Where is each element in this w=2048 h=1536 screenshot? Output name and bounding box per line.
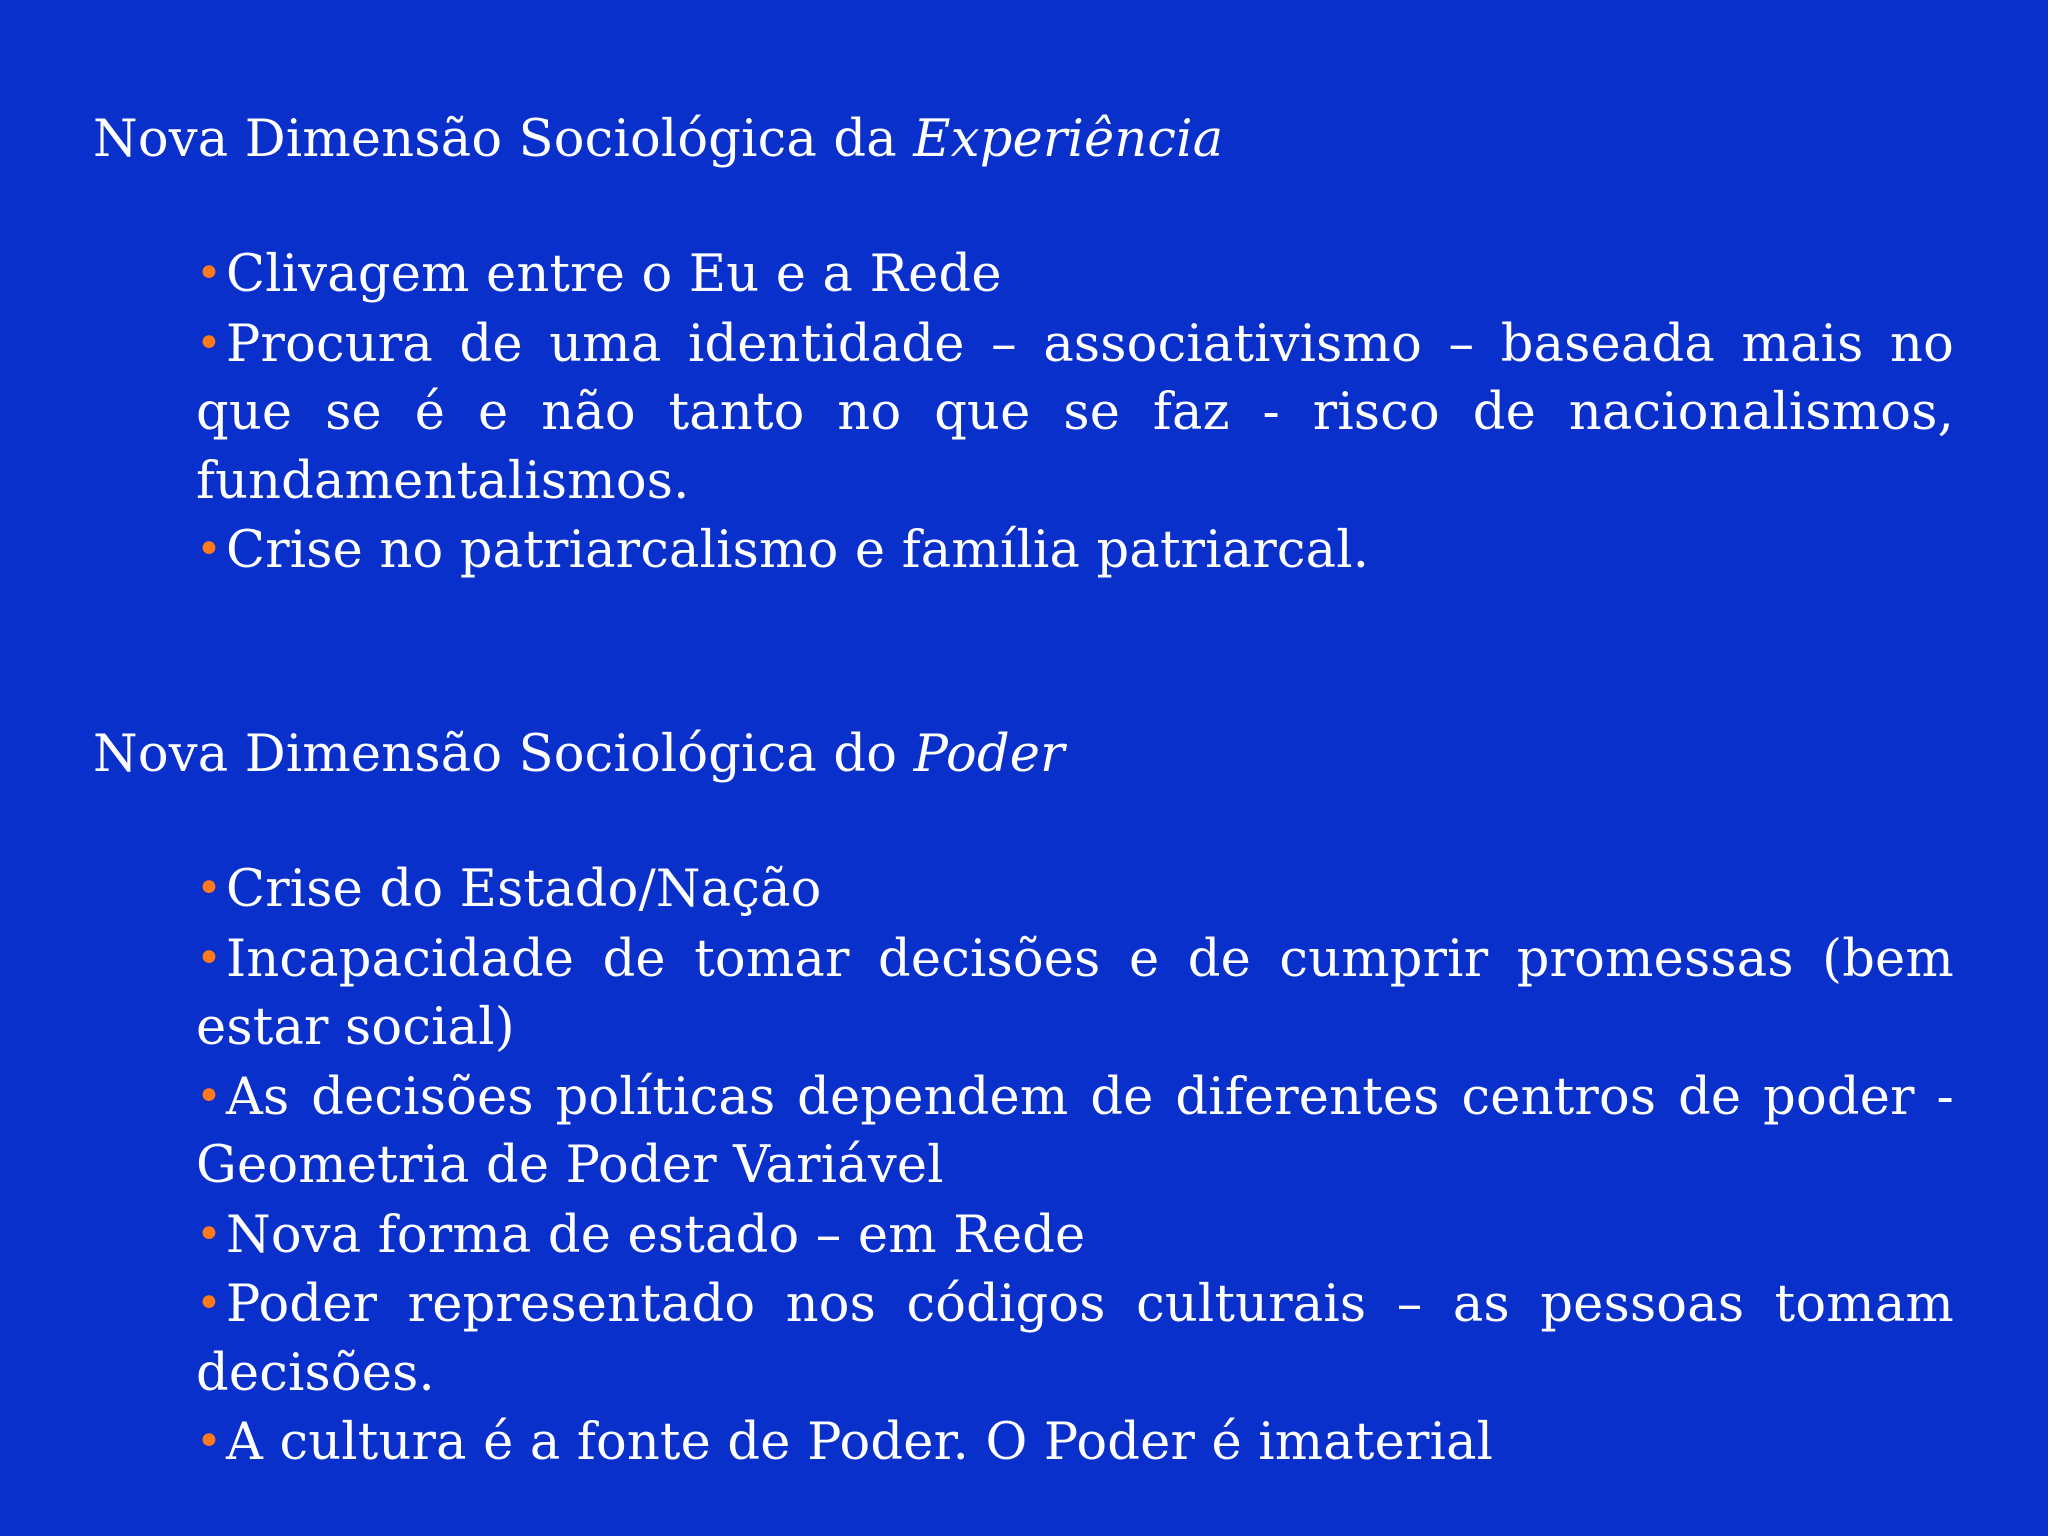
bullet-dot-icon: • <box>196 1070 223 1122</box>
heading-prefix: Nova Dimensão Sociológica do <box>93 725 898 784</box>
bullet-item <box>196 925 1954 1063</box>
bullet-item <box>196 1408 1954 1478</box>
bullet-text: Nova forma de estado – em Rede <box>226 1205 1086 1265</box>
bullet-dot-icon: • <box>196 317 223 369</box>
bullet-item <box>196 1063 1954 1201</box>
bullet-dot-icon: • <box>196 932 223 984</box>
bullet-item <box>196 516 1954 586</box>
bullet-item <box>196 240 1954 310</box>
bullet-dot-icon: • <box>196 863 223 914</box>
bullet-dot-icon: • <box>196 1208 223 1260</box>
bullet-item <box>196 1270 1954 1408</box>
section-heading-power <box>93 720 1065 790</box>
bullet-dot-icon: • <box>196 524 223 575</box>
section-heading-experience <box>93 105 1223 175</box>
bullet-item <box>196 1201 1954 1271</box>
bullet-text: Crise do Estado/Nação <box>226 860 822 919</box>
bullet-text: A cultura é a fonte de Poder. O Poder é imaterial <box>226 1413 1494 1472</box>
bullet-text: Crise no patriarcalismo e família patriarcal. <box>226 521 1370 580</box>
bullet-text: Incapacidade de tomar decisões e de cumprir promessas (bem estar social) <box>196 929 1954 1057</box>
bullet-item <box>196 855 1954 925</box>
heading-emphasis: Poder <box>913 725 1065 784</box>
bullet-text: Clivagem entre o Eu e a Rede <box>226 245 1002 304</box>
heading-prefix: Nova Dimensão Sociológica da <box>93 110 897 169</box>
bullet-dot-icon: • <box>196 248 223 299</box>
bullet-text: Poder representado nos códigos culturais – as pessoas tomam decisões. <box>196 1275 1954 1403</box>
bullet-dot-icon: • <box>196 1416 223 1467</box>
bullet-list-power <box>196 855 1954 1478</box>
bullet-list-experience <box>196 240 1954 586</box>
bullet-dot-icon: • <box>196 1278 223 1329</box>
bullet-text: Procura de uma identidade – associativismo – baseada mais no que se é e não tanto no que se faz - risco de nacionalismos, fundamentalismos. <box>196 314 1954 511</box>
bullet-item <box>196 310 1954 517</box>
bullet-text: As decisões políticas dependem de diferentes centros de poder - Geometria de Poder Variável <box>196 1067 1954 1195</box>
heading-emphasis: Experiência <box>913 110 1224 169</box>
